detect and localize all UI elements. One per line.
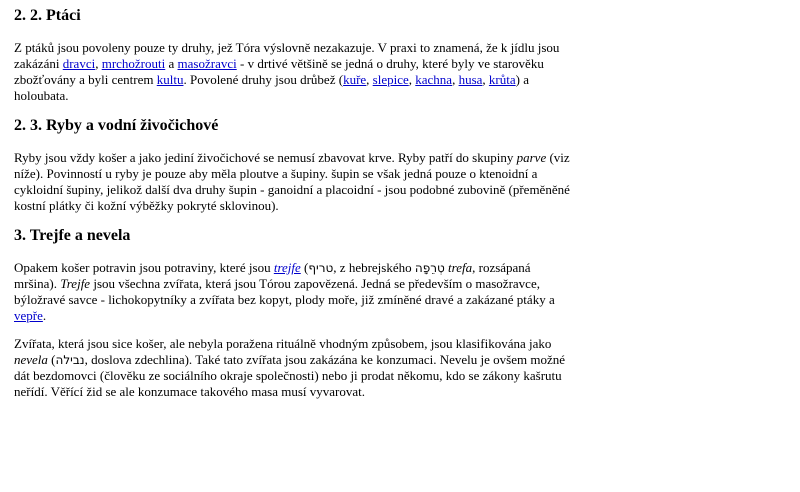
text: jsou všechna zvířata, která jsou Tórou zapovězená. Jedná se především o masožravce, býložravé savce - lichokopytníky a zvířata bez kopyt, plody moře, již zmíněné dravé a zakázané ptáky a	[14, 276, 555, 307]
term-trejfe: Trejfe	[60, 276, 91, 291]
text: , z hebrejského	[333, 260, 415, 275]
paragraph-ryby	[14, 150, 574, 214]
term-parve: parve	[516, 150, 547, 165]
link-kachna[interactable]: kachna	[415, 72, 453, 87]
link-dravci[interactable]: dravci	[62, 56, 96, 71]
text: Z ptáků jsou povoleny pouze ty druhy, jež Tóra výslovně nezakazuje. V praxi to znamená, že k jídlu jsou zakázáni	[14, 40, 560, 71]
text: (viz níže). Povinností u ryby je pouze aby měla ploutve a šupiny. šupin se však jedná pouze o ktenoidní a cykloidní šupiny, jelikož další dva druhy šupin - ganoidní a placoidní - jsou podobné zubovině (přeměněné kostní plátky či kožní výběžky pokryté sklovinou).	[14, 150, 570, 213]
text: , rozsápaná mršina).	[14, 260, 531, 291]
text: Zvířata, která jsou sice košer, ale nebyla poražena rituálně vhodným způsobem, jsou klasifikována jako	[14, 336, 552, 351]
text: - v drtivé většině se jedná o druhy, které byly ve starověku zbožťovány a byli centrem	[14, 56, 544, 87]
text: ,	[452, 72, 459, 87]
term-nevela: nevela	[14, 352, 48, 367]
link-slepice[interactable]: slepice	[372, 72, 409, 87]
link-husa[interactable]: husa	[458, 72, 483, 87]
link-trejfe[interactable]: trejfe	[273, 260, 301, 275]
text: ,	[482, 72, 489, 87]
heading-ryby: 2. 3. Ryby a vodní živočichové	[14, 117, 219, 134]
hebrew-trejf: טריף	[308, 261, 334, 275]
text: .	[42, 308, 47, 323]
paragraph-ptaci	[14, 40, 574, 104]
term-trefa: trefa	[448, 260, 473, 275]
hebrew-nevela: נבילה	[55, 353, 85, 367]
text: ,	[95, 56, 102, 71]
link-kure[interactable]: kuře	[343, 72, 367, 87]
text: , doslova zdechlina). Také tato zvířata jsou zakázána ke konzumaci. Nevelu je ovšem možné dát bezdomovci (člověku ze sociálního okraje společnosti) nebo ji prodat někomu, kdo se zákony kašrutu neřídí. Věřící žid se ale konzumace takového masa musí vyvarovat.	[14, 352, 565, 399]
heading-trejfe-nevela: 3. Trejfe a nevela	[14, 227, 131, 244]
text: ,	[408, 72, 416, 87]
link-vepre[interactable]: vepře	[14, 308, 43, 323]
text: Opakem košer potravin jsou potraviny, které jsou	[14, 260, 274, 275]
link-masozravci[interactable]: masožravci	[177, 56, 237, 71]
text: . Povolené druhy jsou drůbež (	[183, 72, 344, 87]
text: Ryby jsou vždy košer a jako jediní živočichové se nemusí zbavovat krve. Ryby patří do skupiny	[14, 150, 517, 165]
link-mrchozrouti[interactable]: mrchožrouti	[101, 56, 166, 71]
heading-ptaci: 2. 2. Ptáci	[14, 7, 81, 24]
text: ,	[366, 72, 373, 87]
article-column	[14, 6, 574, 400]
text: a	[165, 56, 178, 71]
text: ) a holoubata.	[14, 72, 529, 103]
link-kruta[interactable]: krůta	[488, 72, 516, 87]
link-kultu[interactable]: kultu	[156, 72, 184, 87]
text: (	[47, 352, 56, 367]
text: (	[300, 260, 309, 275]
hebrew-trefa: טְרֵפָה	[414, 261, 445, 275]
paragraph-nevela	[14, 336, 574, 400]
paragraph-trejfe	[14, 260, 574, 324]
